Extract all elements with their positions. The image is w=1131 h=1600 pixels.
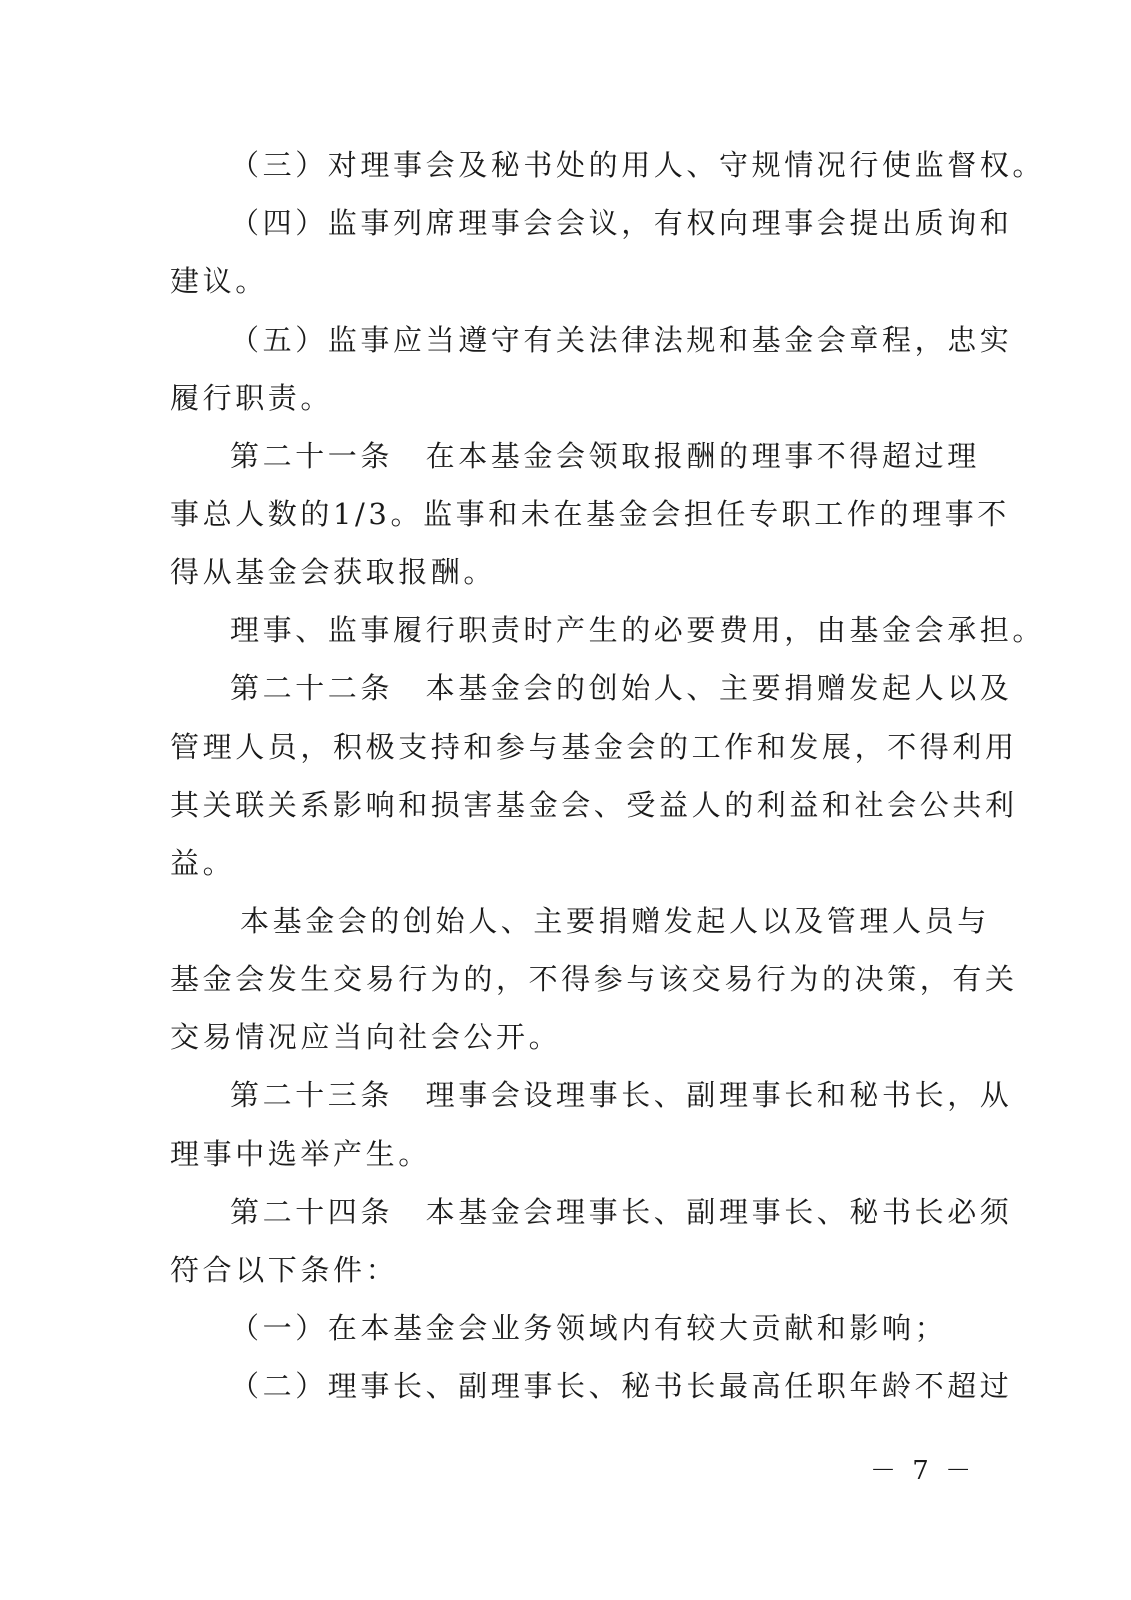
text-line: 符合以下条件： bbox=[170, 1253, 399, 1287]
text-line: 管理人员，积极支持和参与基金会的工作和发展，不得利用 bbox=[170, 730, 1018, 764]
text-line: 益。 bbox=[170, 846, 236, 880]
text-line: （一）在本基金会业务领域内有较大贡献和影响； bbox=[230, 1311, 948, 1345]
text-line: （二）理事长、副理事长、秘书长最高任职年龄不超过 bbox=[230, 1369, 1013, 1403]
article-23-heading-line: 第二十三条 理事会设理事长、副理事长和秘书长，从 bbox=[230, 1078, 1013, 1112]
article-21-heading-line: 第二十一条 在本基金会领取报酬的理事不得超过理 bbox=[230, 439, 980, 473]
text-line: 本基金会的创始人、主要捐赠发起人以及管理人员与 bbox=[240, 904, 990, 938]
text-line: （五）监事应当遵守有关法律法规和基金会章程，忠实 bbox=[230, 323, 1013, 357]
article-24-heading-line: 第二十四条 本基金会理事长、副理事长、秘书长必须 bbox=[230, 1195, 1013, 1229]
text-line: （三）对理事会及秘书处的用人、守规情况行使监督权。 bbox=[230, 148, 1046, 182]
text-line: 建议。 bbox=[170, 264, 268, 298]
article-22-heading-line: 第二十二条 本基金会的创始人、主要捐赠发起人以及 bbox=[230, 671, 1013, 705]
page-number: － 7 － bbox=[870, 1456, 976, 1486]
text-line: 履行职责。 bbox=[170, 381, 334, 415]
text-line: 理事中选举产生。 bbox=[170, 1137, 431, 1171]
text-line: 基金会发生交易行为的，不得参与该交易行为的决策，有关 bbox=[170, 962, 1018, 996]
text-line: 理事、监事履行职责时产生的必要费用，由基金会承担。 bbox=[230, 613, 1046, 647]
text-line: 得从基金会获取报酬。 bbox=[170, 555, 497, 589]
text-line: 交易情况应当向社会公开。 bbox=[170, 1020, 562, 1054]
text-line: （四）监事列席理事会会议，有权向理事会提出质询和 bbox=[230, 206, 1013, 240]
text-line: 其关联关系影响和损害基金会、受益人的利益和社会公共利 bbox=[170, 788, 1018, 822]
text-line: 事总人数的1/3。监事和未在基金会担任专职工作的理事不 bbox=[170, 497, 1010, 531]
